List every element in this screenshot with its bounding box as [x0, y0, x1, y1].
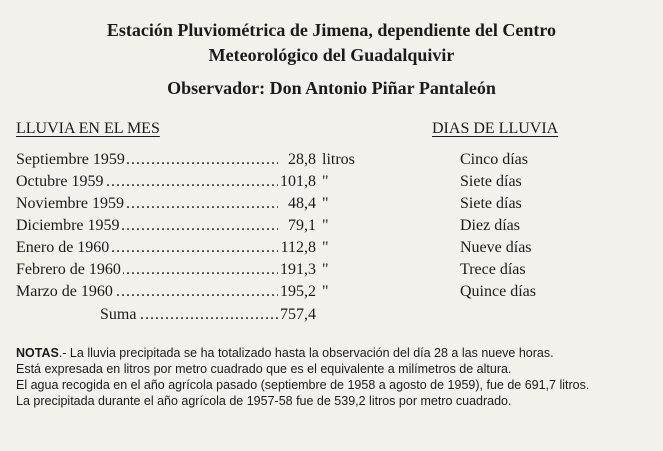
- rain-days: Siete días: [460, 195, 522, 212]
- notes-label: NOTAS: [16, 346, 59, 360]
- rain-days: Quince días: [460, 283, 536, 300]
- month-label: Septiembre 1959 .....: [16, 151, 278, 169]
- notes-line-3: El agua recogida en el año agrícola pasado (septiembre de 1958 a agosto de 1959), fue de 691,7 litros.: [16, 378, 590, 392]
- observer-line: Observador: Don Antonio Piñar Pantaleón: [167, 78, 496, 98]
- rain-unit: ": [322, 195, 329, 212]
- month-label: Octubre 1959 .....: [16, 173, 278, 191]
- rain-unit: litros: [322, 151, 355, 168]
- notes-line-2: Está expresada en litros por metro cuadrado que es el equivalente a milímetros de altura.: [16, 362, 512, 376]
- notes-block: [16, 345, 656, 409]
- rain-days: Siete días: [460, 173, 522, 190]
- month-label: Diciembre 1959 .....: [16, 217, 278, 235]
- rain-value: 195,2: [280, 283, 316, 300]
- rain-value: 28,8: [288, 151, 316, 168]
- total-value: 757,4: [280, 306, 316, 323]
- rain-value: 191,3: [280, 261, 316, 278]
- notes-line-4: La precipitada durante el año agrícola de 1957-58 fue de 539,2 litros por metro cuadrado.: [16, 394, 512, 408]
- total-label: Suma .....: [100, 306, 278, 324]
- notes-line-1: [16, 345, 656, 361]
- rain-value: 48,4: [288, 195, 316, 212]
- month-label: Marzo de 1960 .....: [16, 283, 278, 301]
- rain-days: Diez días: [460, 217, 520, 234]
- month-label: Enero de 1960 .....: [16, 239, 278, 257]
- rain-unit: ": [322, 239, 329, 256]
- rain-month-heading: LLUVIA EN EL MES: [16, 120, 160, 137]
- rain-unit: ": [322, 261, 329, 278]
- rain-days-heading: DIAS DE LLUVIA: [432, 120, 559, 137]
- station-title-line1: Estación Pluviométrica de Jimena, dependiente del Centro: [106, 20, 557, 40]
- rain-value: 79,1: [288, 217, 316, 234]
- month-label: Noviembre 1959 .....: [16, 195, 278, 213]
- rain-days: Trece días: [460, 261, 526, 278]
- rain-value: 101,8: [280, 173, 316, 190]
- rain-value: 112,8: [280, 239, 316, 256]
- rain-unit: ": [322, 217, 329, 234]
- notes-text-1: .- La lluvia precipitada se ha totalizado hasta la observación del día 28 a las nueve horas.: [58, 346, 554, 360]
- rain-days: Cinco días: [460, 151, 528, 168]
- rain-unit: ": [322, 283, 329, 300]
- month-label: Febrero de 1960 .....: [16, 261, 278, 279]
- rain-days: Nueve días: [460, 239, 532, 256]
- station-title-line2: Meteorológico del Guadalquivir: [208, 45, 455, 65]
- rain-unit: ": [322, 173, 329, 190]
